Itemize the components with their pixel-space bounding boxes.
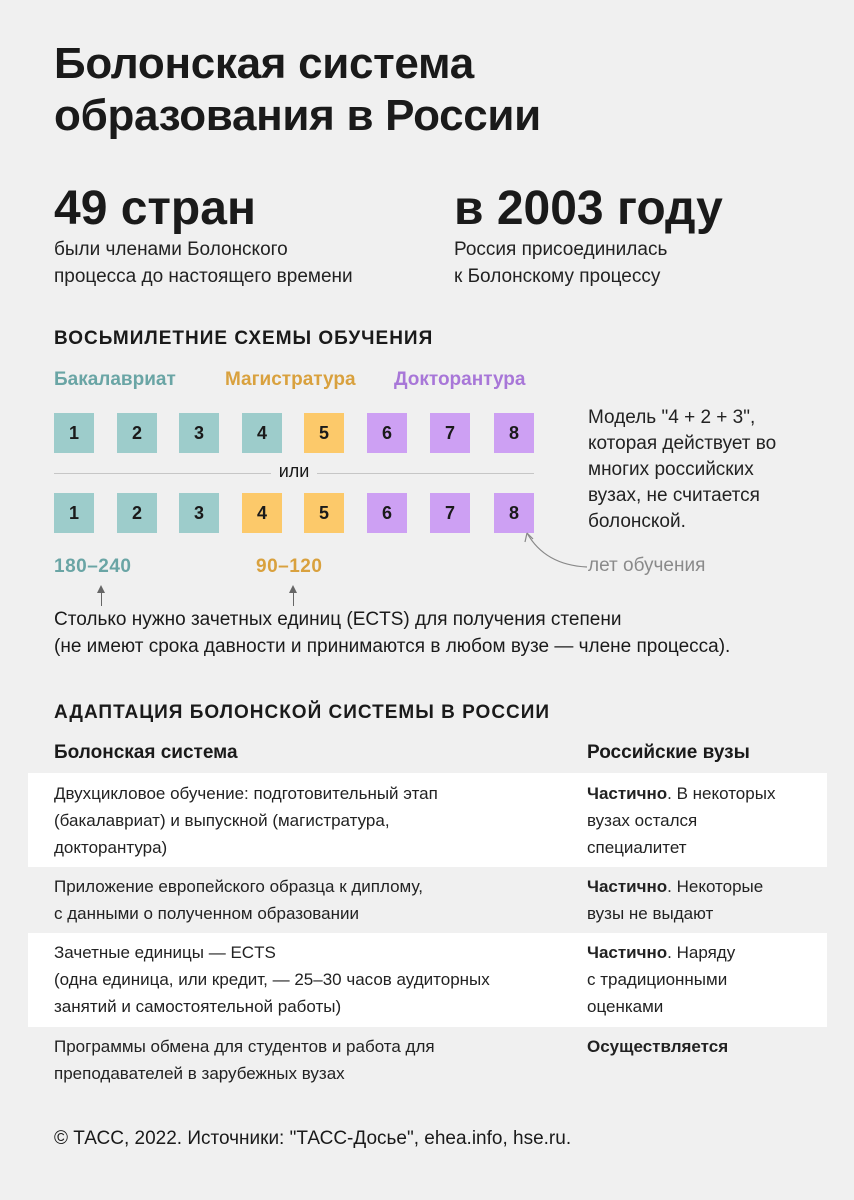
stat-countries-desc-1: были членами Болонского	[54, 239, 288, 260]
scheme1-year-box: 7	[430, 413, 470, 453]
or-label-wrap	[54, 461, 534, 482]
row-text-line: Программы обмена для студентов и работа для	[54, 1037, 435, 1056]
row-bologna-cell	[54, 939, 490, 1020]
or-label: или	[271, 461, 318, 481]
row-text-line: докторантура)	[54, 838, 168, 857]
model-note-line: болонской.	[588, 511, 686, 532]
status-label: Частично	[587, 943, 668, 962]
years-label: лет обучения	[588, 555, 706, 576]
stat-countries-number: 49 стран	[54, 182, 256, 235]
scheme2-year-box: 1	[54, 493, 94, 533]
table-row	[28, 1027, 827, 1093]
legend-doctorate: Докторантура	[394, 369, 526, 390]
scheme2-year-box: 5	[304, 493, 344, 533]
row-text-line: Двухцикловое обучение: подготовительный этап	[54, 784, 438, 803]
years-curved-arrow	[515, 525, 595, 575]
status-rest: . Наряду	[667, 943, 736, 962]
row-russia-cell	[587, 873, 763, 927]
scheme1-year-box: 8	[494, 413, 534, 453]
row-text-line: специалитет	[587, 838, 687, 857]
title-line-2: образования в России	[54, 91, 541, 140]
scheme1-year-box: 6	[367, 413, 407, 453]
status-label: Частично	[587, 784, 668, 803]
schemes-heading: ВОСЬМИЛЕТНИЕ СХЕМЫ ОБУЧЕНИЯ	[54, 328, 434, 349]
row-russia-cell	[587, 939, 735, 1020]
stat-year-number: в 2003 году	[454, 182, 723, 235]
ects-note-line-1: Столько нужно зачетных единиц (ECTS) для получения степени	[54, 609, 622, 630]
status-rest: . Некоторые	[667, 877, 764, 896]
adaptation-heading: АДАПТАЦИЯ БОЛОНСКОЙ СИСТЕМЫ В РОССИИ	[54, 702, 551, 723]
status-rest: . В некоторых	[667, 784, 776, 803]
scheme2-year-box: 2	[117, 493, 157, 533]
table-row	[28, 933, 827, 1027]
arrow-up-stem	[293, 592, 294, 606]
footer-credits: © ТАСС, 2022. Источники: "ТАСС-Досье", ehea.info, hse.ru.	[54, 1128, 572, 1149]
scheme2-year-box: 3	[179, 493, 219, 533]
row-text-line: оценками	[587, 997, 664, 1016]
ects-note-line-2: (не имеют срока давности и принимаются в любом вузе — члене процесса).	[54, 636, 731, 657]
table-row	[28, 773, 827, 867]
model-note-line: которая действует во	[588, 433, 777, 454]
table-header-bologna: Болонская система	[54, 742, 238, 763]
row-text-line: преподавателей в зарубежных вузах	[54, 1064, 345, 1083]
row-text-line: занятий и самостоятельной работы)	[54, 997, 342, 1016]
stat-countries	[54, 182, 353, 290]
status-label: Частично	[587, 877, 668, 896]
scheme1-year-box: 4	[242, 413, 282, 453]
scheme2-year-box: 7	[430, 493, 470, 533]
row-text-line: вузах остался	[587, 811, 698, 830]
arrow-up-stem	[101, 592, 102, 606]
stat-year	[454, 182, 723, 290]
row-text-line: (бакалавриат) и выпускной (магистратура,	[54, 811, 390, 830]
row-text-line: Зачетные единицы — ECTS	[54, 943, 276, 962]
range-master: 90–120	[256, 556, 323, 577]
model-note-line: вузах, не считается	[588, 485, 760, 506]
scheme1-year-box: 2	[117, 413, 157, 453]
row-russia-cell	[587, 780, 775, 861]
row-text-line: с традиционными	[587, 970, 728, 989]
stat-year-desc-2: к Болонскому процессу	[454, 266, 661, 287]
table-row	[28, 867, 827, 933]
stat-countries-desc-2: процесса до настоящего времени	[54, 266, 353, 287]
ects-note	[54, 606, 730, 660]
page-title	[54, 38, 541, 142]
legend-bachelor: Бакалавриат	[54, 369, 176, 390]
status-label: Осуществляется	[587, 1037, 729, 1056]
row-bologna-cell	[54, 873, 423, 927]
scheme2-year-box: 8	[494, 493, 534, 533]
row-text-line: вузы не выдают	[587, 904, 714, 923]
title-line-1: Болонская система	[54, 39, 474, 88]
scheme1-year-box: 1	[54, 413, 94, 453]
row-russia-cell	[587, 1033, 728, 1060]
scheme1-year-box: 3	[179, 413, 219, 453]
model-note-line: многих российских	[588, 459, 754, 480]
range-bachelor: 180–240	[54, 556, 132, 577]
row-text-line: (одна единица, или кредит, — 25–30 часов аудиторных	[54, 970, 490, 989]
row-text-line: с данными о полученном образовании	[54, 904, 359, 923]
model-note-line: Модель "4 + 2 + 3",	[588, 407, 756, 428]
row-text-line: Приложение европейского образца к диплому,	[54, 877, 423, 896]
table-header-russia: Российские вузы	[587, 742, 750, 763]
row-bologna-cell	[54, 1033, 435, 1087]
scheme2-year-box: 4	[242, 493, 282, 533]
model-note	[588, 405, 776, 535]
scheme1-year-box: 5	[304, 413, 344, 453]
legend-master: Магистратура	[225, 369, 356, 390]
scheme2-year-box: 6	[367, 493, 407, 533]
stat-year-desc-1: Россия присоединилась	[454, 239, 668, 260]
row-bologna-cell	[54, 780, 438, 861]
